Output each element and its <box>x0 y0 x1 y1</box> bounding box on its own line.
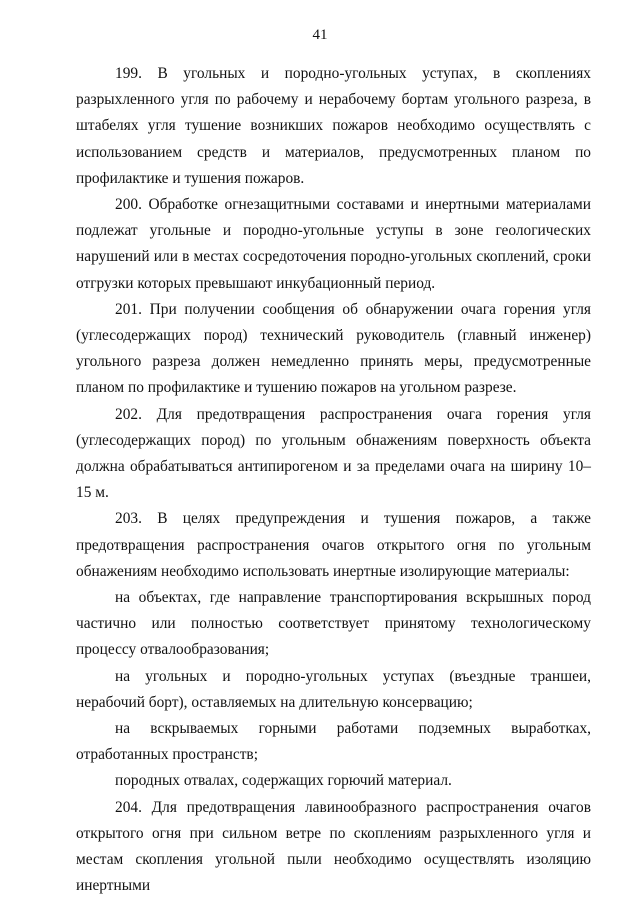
list-item-conservation: на угольных и породно-угольных уступах (въездные траншеи, нерабочий борт), оставляемых на длительную консервацию; <box>76 667 591 711</box>
list-item-underground: на вскрываемых горными работами подземных выработках, отработанных пространств; <box>76 720 591 764</box>
list-item-dumps: породных отвалах, содержащих горючий материал. <box>115 772 452 790</box>
paragraph-199: 199. В угольных и породно-угольных уступах, в скоплениях разрыхленного угля по рабочему и нерабочему бортам угольного разреза, в штабелях угля тушение возникших пожаров необходимо осуществлять с использованием средств и материалов, предусмотренных планом по профилактике и тушения пожаров. <box>76 65 591 187</box>
paragraph-203: 203. В целях предупреждения и тушения пожаров, а также предотвращения распространения очагов открытого огня по угольным обнажениям необходимо использовать инертные изолирующие материалы: <box>76 510 591 580</box>
paragraph-204: 204. Для предотвращения лавинообразного распространения очагов открытого огня при сильном ветре по скоплениям разрыхленного угля и местам скопления угольной пыли необходимо осуществлять изоляцию инертными <box>76 798 591 895</box>
page-number: 41 <box>312 27 328 43</box>
paragraph-202: 202. Для предотвращения распространения очага горения угля (углесодержащих пород) по угольным обнажениям поверхность объекта должна обрабатываться антипирогеном и за пределами очага на ширину 10–15 м. <box>76 405 591 502</box>
document-body <box>76 61 591 900</box>
list-item-overburden: на объектах, где направление транспортирования вскрышных пород частично или полностью соответствует принятому технологическому процессу отвалообразования; <box>76 589 591 659</box>
paragraph-200: 200. Обработке огнезащитными составами и инертными материалами подлежат угольные и породно-угольные уступы в зоне геологических нарушений или в местах сосредоточения породно-угольных скоплений, сроки отгрузки которых превышают инкубационный период. <box>76 196 591 292</box>
paragraph-201: 201. При получении сообщения об обнаружении очага горения угля (углесодержащих пород) технический руководитель (главный инженер) угольного разреза должен немедленно принять меры, предусмотренные планом по профилактике и тушению пожаров на угольном разрезе. <box>76 300 591 397</box>
